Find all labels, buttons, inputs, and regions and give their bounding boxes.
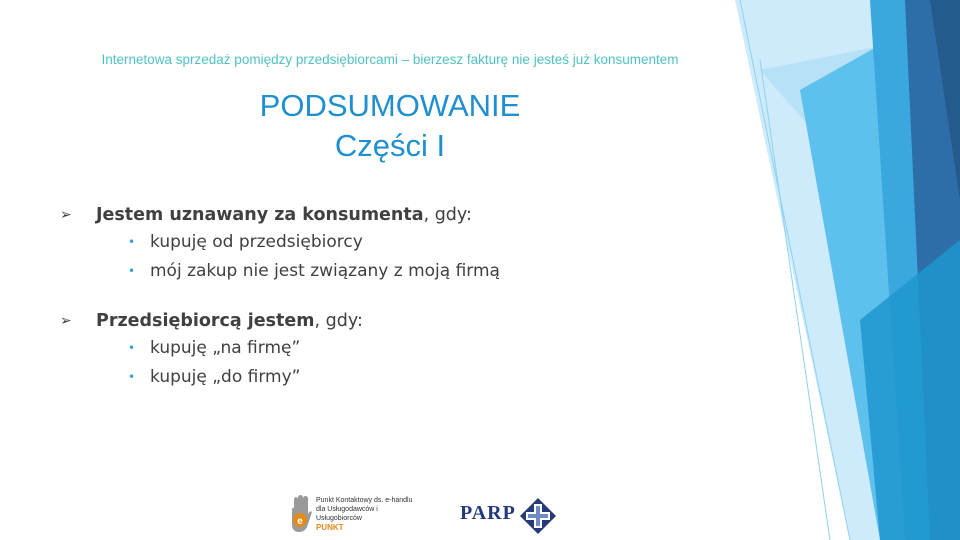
slide-title	[0, 86, 780, 166]
sub-bullet-text: mój zakup nie jest związany z moją firmą	[150, 261, 500, 281]
dot-bullet-icon: •	[128, 235, 136, 249]
sub-bullet	[58, 228, 758, 257]
hand-e-logo-icon	[288, 494, 314, 534]
arrowhead-bullet-icon: ➢	[60, 207, 72, 223]
parp-cross-logo-icon	[520, 498, 556, 534]
svg-text:e: e	[297, 516, 303, 527]
bullet-list	[58, 202, 758, 392]
punkt-brand: PUNKT	[316, 523, 344, 532]
punkt-kontaktowy-logo	[288, 494, 423, 534]
bullet-entrepreneur	[58, 308, 758, 334]
bullet-consumer-rest: , gdy:	[423, 205, 472, 225]
punkt-text	[316, 496, 423, 532]
punkt-line1: Punkt Kontaktowy ds. e-handlu	[316, 497, 413, 504]
sub-bullet-text: kupuję „do firmy”	[150, 367, 301, 387]
punkt-line2: dla Usługodawców i Usługobiorców	[316, 506, 378, 522]
dot-bullet-icon: •	[128, 370, 136, 384]
parp-logo-text: PARP	[460, 502, 516, 524]
dot-bullet-icon: •	[128, 264, 136, 278]
bullet-consumer	[58, 202, 758, 228]
dot-bullet-icon: •	[128, 341, 136, 355]
sub-bullet-text: kupuję od przedsiębiorcy	[150, 232, 363, 252]
arrowhead-bullet-icon: ➢	[60, 313, 72, 329]
bullet-consumer-bold: Jestem uznawany za konsumenta	[96, 205, 424, 225]
presentation-subtitle: Internetowa sprzedaż pomiędzy przedsiębiorcami – bierzesz fakturę nie jesteś już konsumentem	[101, 52, 679, 67]
footer-logos	[0, 490, 960, 540]
sub-bullet-text: kupuję „na firmę”	[150, 338, 301, 358]
slide-title-line2: Części I	[334, 128, 446, 163]
sub-bullet	[58, 257, 758, 286]
bullet-entrepreneur-rest: , gdy:	[314, 311, 363, 331]
slide-title-line1: PODSUMOWANIE	[259, 88, 521, 123]
bullet-entrepreneur-bold: Przedsiębiorcą jestem	[96, 311, 315, 331]
sub-bullet	[58, 334, 758, 363]
sub-bullet	[58, 363, 758, 392]
